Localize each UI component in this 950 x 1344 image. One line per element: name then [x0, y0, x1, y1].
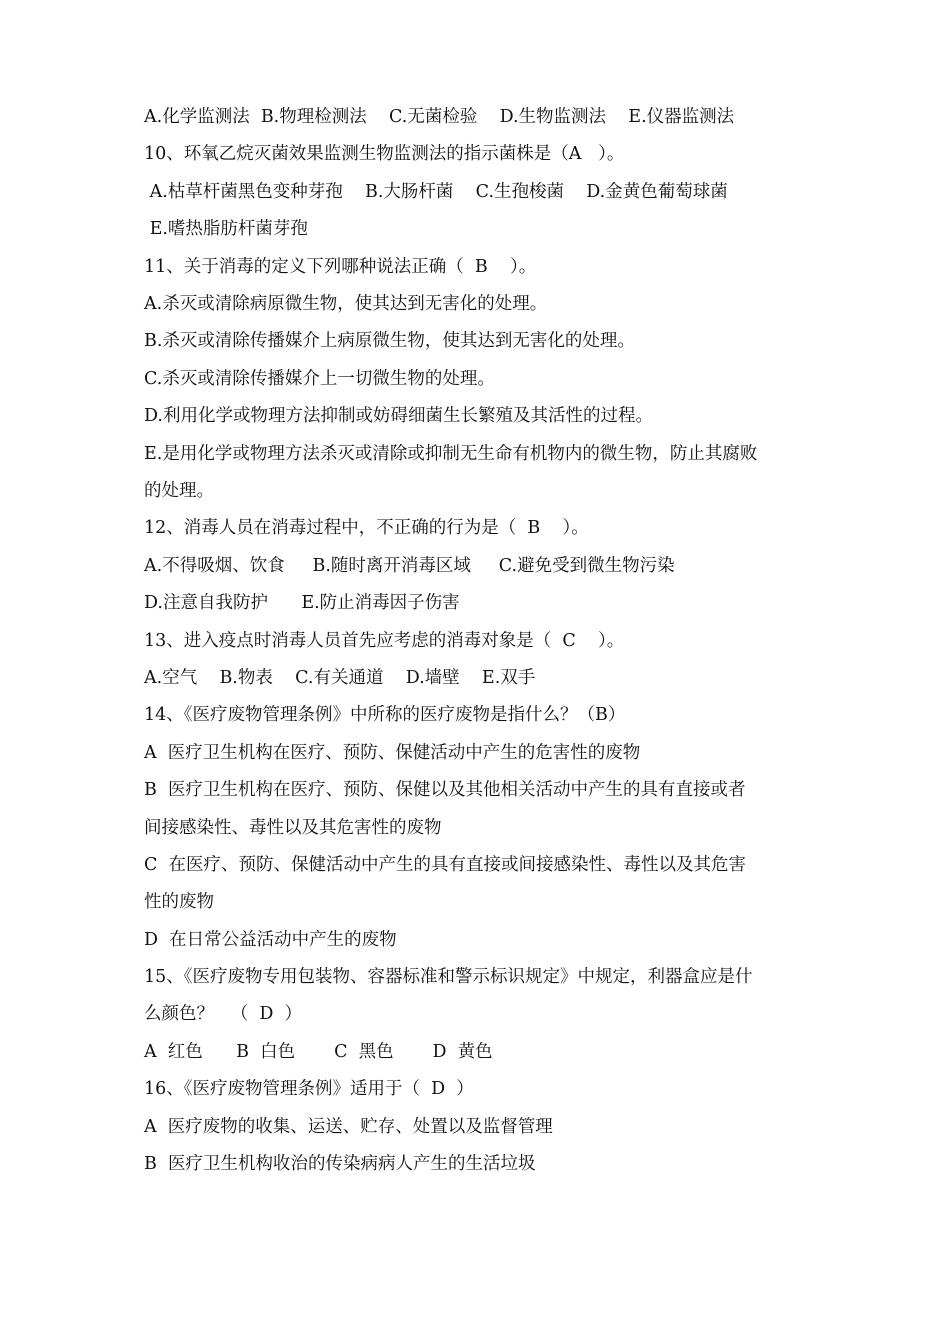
text-line: 12、消毒人员在消毒过程中，不正确的行为是（ B ）。	[144, 518, 589, 538]
text-line: E.嗜热脂肪杆菌芽孢	[144, 219, 308, 239]
text-line: D 在日常公益活动中产生的废物	[144, 930, 397, 950]
text-line: D.利用化学或物理方法抑制或妨碍细菌生长繁殖及其活性的过程。	[144, 406, 653, 426]
text-line: B.杀灭或清除传播媒介上病原微生物，使其达到无害化的处理。	[144, 331, 635, 351]
text-line: A.化学监测法 B.物理检测法 C.无菌检验 D.生物监测法 E.仪器监测法	[144, 107, 735, 127]
text-line: A.不得吸烟、饮食 B.随时离开消毒区域 C.避免受到微生物污染	[144, 556, 675, 576]
text-line: B 医疗卫生机构在医疗、预防、保健以及其他相关活动中产生的具有直接或者	[144, 780, 746, 800]
text-line: 性的废物	[144, 892, 214, 912]
text-line: 13、进入疫点时消毒人员首先应考虑的消毒对象是（ C ）。	[144, 631, 625, 651]
text-line: C.杀灭或清除传播媒介上一切微生物的处理。	[144, 369, 495, 389]
text-line: A 医疗卫生机构在医疗、预防、保健活动中产生的危害性的废物	[144, 743, 641, 763]
text-line: A.空气 B.物表 C.有关通道 D.墙壁 E.双手	[144, 668, 536, 688]
text-line: A.杀灭或清除病原微生物，使其达到无害化的处理。	[144, 294, 548, 314]
text-line: A.枯草杆菌黑色变种芽孢 B.大肠杆菌 C.生孢梭菌 D.金黄色葡萄球菌	[144, 182, 728, 202]
text-line: 的处理。	[144, 481, 214, 501]
text-line: C 在医疗、预防、保健活动中产生的具有直接或间接感染性、毒性以及其危害	[144, 855, 747, 875]
text-line: 16、《医疗废物管理条例》适用于（ D ）	[144, 1079, 474, 1099]
text-line: B 医疗卫生机构收治的传染病病人产生的生活垃圾	[144, 1154, 536, 1174]
text-line: 间接感染性、毒性以及其危害性的废物	[144, 818, 442, 838]
text-line: 15、《医疗废物专用包装物、容器标准和警示标识规定》中规定，利器盒应是什	[144, 967, 753, 987]
text-line: A 红色 B 白色 C 黑色 D 黄色	[144, 1042, 493, 1062]
text-line: 11、关于消毒的定义下列哪种说法正确（ B ）。	[144, 257, 537, 277]
text-line: E.是用化学或物理方法杀灭或清除或抑制无生命有机物内的微生物，防止其腐败	[144, 444, 758, 464]
text-line: 10、环氧乙烷灭菌效果监测生物监测法的指示菌株是（A ）。	[144, 144, 625, 164]
text-line: 么颜色？ （ D ）	[144, 1004, 302, 1024]
text-line: A 医疗废物的收集、运送、贮存、处置以及监督管理	[144, 1117, 553, 1137]
text-line: 14、《医疗废物管理条例》中所称的医疗废物是指什么？（B）	[144, 705, 626, 725]
text-line: D.注意自我防护 E.防止消毒因子伤害	[144, 593, 460, 613]
